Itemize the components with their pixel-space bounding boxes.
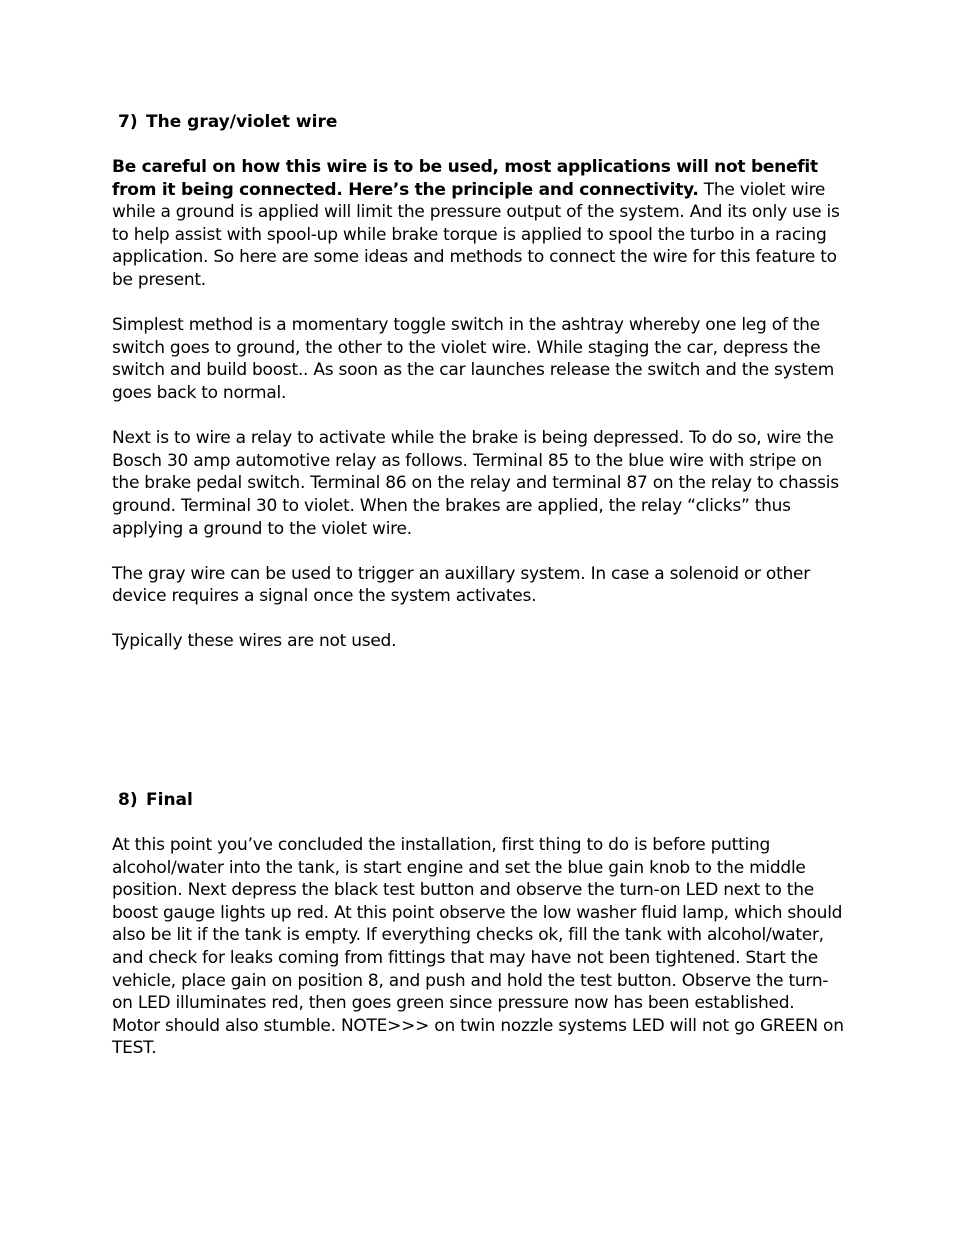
section-7 bbox=[112, 111, 844, 653]
section-7-paragraph-4: The gray wire can be used to trigger an auxillary system. In case a solenoid or other device requires a signal once the system activates. bbox=[112, 563, 810, 607]
section-7-intro-rest: The violet wire while a ground is applied will limit the pressure output of the system. And its only use is to help assist with spool-up while brake torque is applied to spool the turbo in a racing application. So here are some ideas and methods to connect the wire for this feature to be present. bbox=[112, 179, 840, 290]
section-8-number: 8) bbox=[118, 790, 138, 810]
section-7-paragraph-2: Simplest method is a momentary toggle switch in the ashtray whereby one leg of the switch goes to ground, the other to the violet wire. While staging the car, depress the switch and build boost.. As soon as the car launches release the switch and the system goes back to normal. bbox=[112, 315, 835, 403]
section-7-title: The gray/violet wire bbox=[146, 112, 338, 132]
section-7-intro-paragraph bbox=[112, 156, 844, 292]
section-7-intro-bold: Be careful on how this wire is to be used, most applications will not benefit from it being connected. Here’s the principle and connectivity. bbox=[112, 157, 818, 200]
section-8-paragraph-1: At this point you’ve concluded the installation, first thing to do is before putting alcohol/water into the tank, is start engine and set the blue gain knob to the middle position. Next depress the black test button and observe the turn-on LED next to the boost gauge lights up red. At this point observe the low washer fluid lamp, which should also be lit if the tank is empty. If everything checks ok, fill the tank with alcohol/water, and check for leaks coming from fittings that may have not been tightened. Start the vehicle, place gain on position 8, and push and hold the test button. Observe the turn-on LED illuminates red, then goes green since pressure now has been established. Motor should also stumble. NOTE>>> on twin nozzle systems LED will not go GREEN on TEST. bbox=[112, 835, 844, 1059]
section-8 bbox=[112, 789, 844, 1060]
section-8-heading bbox=[112, 789, 844, 811]
section-7-paragraph-3: Next is to wire a relay to activate while the brake is being depressed. To do so, wire the Bosch 30 amp automotive relay as follows. Terminal 85 to the blue wire with stripe on the brake pedal switch. Terminal 86 on the relay and terminal 87 on the relay to chassis ground. Terminal 30 to violet. When the brakes are applied, the relay “clicks” thus applying a ground to the violet wire. bbox=[112, 428, 839, 539]
section-7-heading bbox=[112, 111, 844, 133]
section-8-title: Final bbox=[146, 790, 193, 810]
section-7-number: 7) bbox=[118, 112, 138, 132]
section-7-paragraph-5: Typically these wires are not used. bbox=[112, 631, 397, 652]
